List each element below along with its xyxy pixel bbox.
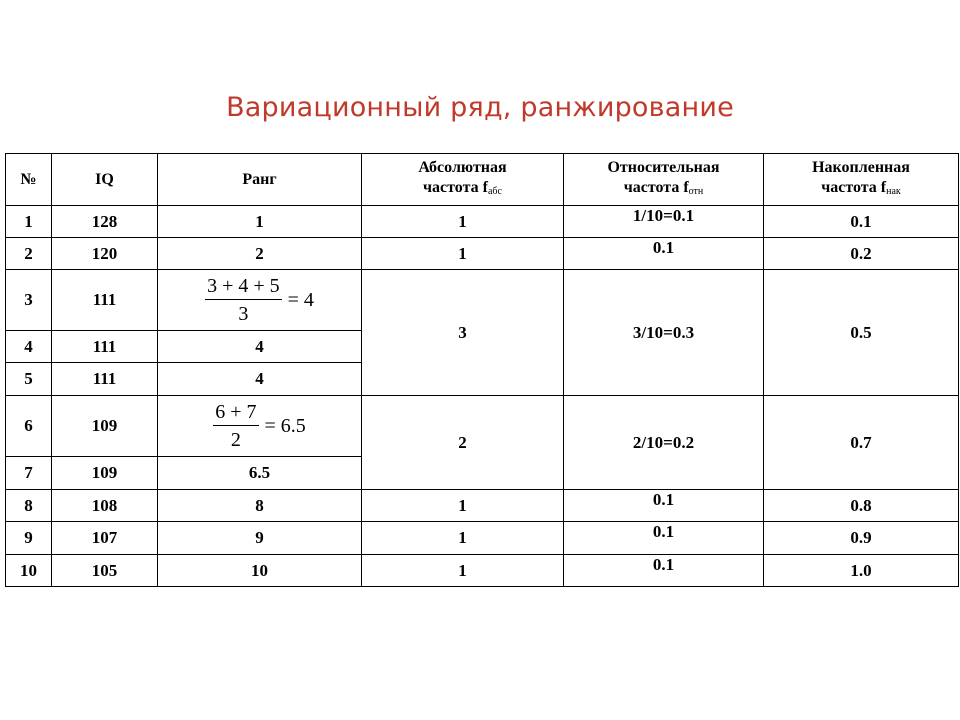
cell-iq: 105 (52, 555, 158, 587)
cell-iq: 111 (52, 363, 158, 396)
header-cum-sub: нак (886, 185, 901, 197)
header-rel-sub: отн (688, 185, 704, 197)
cell-iq: 111 (52, 270, 158, 331)
cell-rank: 8 (158, 490, 362, 522)
header-abs-line1: Абсолютная (418, 158, 507, 176)
rank-fraction (205, 275, 314, 326)
cell-cum-frequency: 0.7 (764, 396, 959, 490)
fraction-result: = 6.5 (264, 414, 306, 437)
table-row (6, 206, 959, 238)
cell-abs-frequency: 3 (362, 270, 564, 396)
cell-cum-frequency: 0.5 (764, 270, 959, 396)
table-row (6, 555, 959, 587)
fraction-numerator: 3 + 4 + 5 (205, 275, 282, 300)
cell-iq: 128 (52, 206, 158, 238)
cell-number: 4 (6, 331, 52, 363)
cell-rel-frequency: 1/10=0.1 (564, 206, 764, 238)
cell-rank: 9 (158, 522, 362, 555)
header-cumulative-frequency (764, 154, 959, 206)
table-row (6, 490, 959, 522)
cell-rank-formula (158, 270, 362, 331)
header-cum-line1: Накопленная (812, 158, 910, 176)
cell-rel-frequency: 0.1 (564, 555, 764, 587)
cell-rel-frequency: 0.1 (564, 490, 764, 522)
cell-number: 5 (6, 363, 52, 396)
cell-abs-frequency: 1 (362, 522, 564, 555)
cell-rank: 4 (158, 363, 362, 396)
fraction-denominator: 3 (238, 302, 249, 325)
header-abs-sub: абс (487, 185, 502, 197)
cell-cum-frequency: 0.2 (764, 238, 959, 270)
table-row (6, 396, 959, 457)
cell-abs-frequency: 2 (362, 396, 564, 490)
header-rank: Ранг (158, 154, 362, 206)
slide-title: Вариационный ряд, ранжирование (226, 92, 734, 123)
header-cum-line2: частота f (821, 178, 887, 196)
cell-number: 6 (6, 396, 52, 457)
cell-rank: 2 (158, 238, 362, 270)
cell-cum-frequency: 0.9 (764, 522, 959, 555)
fraction-denominator: 2 (230, 428, 241, 451)
cell-number: 10 (6, 555, 52, 587)
cell-number: 1 (6, 206, 52, 238)
header-rel-line1: Относительная (607, 158, 720, 176)
cell-cum-frequency: 1.0 (764, 555, 959, 587)
table-row (6, 238, 959, 270)
cell-iq: 107 (52, 522, 158, 555)
table-row (6, 270, 959, 331)
cell-number: 9 (6, 522, 52, 555)
cell-rel-frequency: 0.1 (564, 522, 764, 555)
rank-fraction (213, 401, 306, 452)
header-absolute-frequency (362, 154, 564, 206)
cell-abs-frequency: 1 (362, 238, 564, 270)
cell-number: 8 (6, 490, 52, 522)
cell-rel-frequency: 0.1 (564, 238, 764, 270)
cell-iq: 108 (52, 490, 158, 522)
header-rel-line2: частота f (623, 178, 689, 196)
cell-rank: 10 (158, 555, 362, 587)
cell-cum-frequency: 0.8 (764, 490, 959, 522)
header-relative-frequency (564, 154, 764, 206)
table-row (6, 522, 959, 555)
cell-number: 2 (6, 238, 52, 270)
header-iq: IQ (52, 154, 158, 206)
variation-series-table (5, 153, 959, 587)
cell-abs-frequency: 1 (362, 555, 564, 587)
header-number: № (6, 154, 52, 206)
cell-abs-frequency: 1 (362, 206, 564, 238)
cell-cum-frequency: 0.1 (764, 206, 959, 238)
cell-number: 7 (6, 457, 52, 490)
cell-rel-frequency: 2/10=0.2 (564, 396, 764, 490)
cell-rank: 4 (158, 331, 362, 363)
cell-rank-formula (158, 396, 362, 457)
cell-abs-frequency: 1 (362, 490, 564, 522)
fraction-numerator: 6 + 7 (213, 401, 258, 426)
cell-number: 3 (6, 270, 52, 331)
cell-rank: 1 (158, 206, 362, 238)
fraction-result: = 4 (287, 288, 314, 311)
cell-rel-frequency: 3/10=0.3 (564, 270, 764, 396)
cell-rank: 6.5 (158, 457, 362, 490)
cell-iq: 109 (52, 396, 158, 457)
cell-iq: 120 (52, 238, 158, 270)
cell-iq: 109 (52, 457, 158, 490)
cell-iq: 111 (52, 331, 158, 363)
header-row (6, 154, 959, 206)
header-abs-line2: частота f (423, 178, 488, 196)
